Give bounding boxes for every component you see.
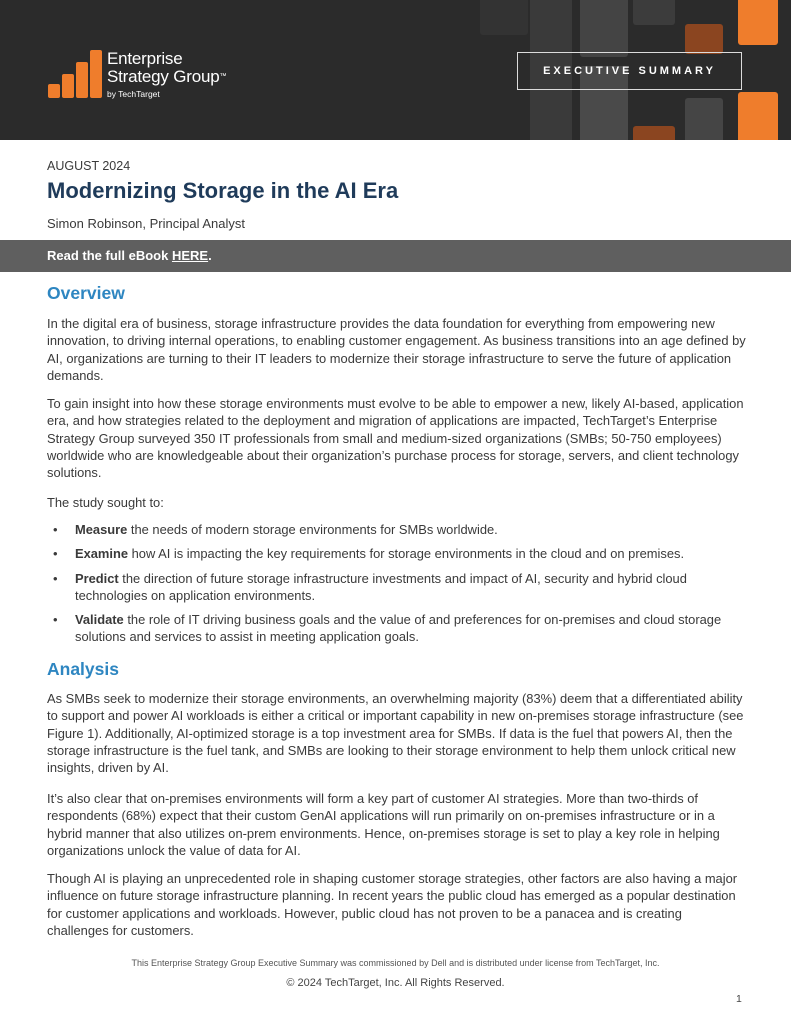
- decorative-block: [580, 0, 628, 57]
- list-item: • Measure the needs of modern storage environments for SMBs worldwide.: [47, 521, 747, 538]
- logo-wordmark: [107, 50, 226, 100]
- overview-heading: Overview: [47, 283, 125, 303]
- decorative-block: [633, 0, 675, 25]
- decorative-block: [738, 0, 778, 45]
- ebook-banner-text: Read the full eBook HERE.: [47, 248, 212, 263]
- executive-summary-badge: [517, 52, 742, 90]
- overview-paragraph-1: In the digital era of business, storage infrastructure provides the data foundation for everything from empowering new innovation, to driving internal operations, to enabling customer engagement. As business transitions into an age defined by AI, organizations are turning to their IT leaders to modernize their storage infrastructure to serve the future of application demands.: [47, 316, 746, 383]
- ebook-link[interactable]: HERE: [171, 248, 209, 263]
- list-item: • Validate the role of IT driving business goals and the value of and preferences for on-premises and cloud storage solutions and services to assist in meeting application goals.: [47, 611, 747, 646]
- study-goals-list: [47, 521, 747, 653]
- analysis-paragraph-1: As SMBs seek to modernize their storage environments, an overwhelming majority (83%) deem that a differentiated ability to support and power AI workloads is either a critical or important capability in new on-premises storage infrastructure (see Figure 1). Additionally, AI-optimized storage is a top investment area for SMBs. If data is the fuel that powers AI, then the storage infrastructure is the fuel tank, and SMBs are looking to their storage environment to help them unlock critical new insights, driven by AI.: [47, 691, 744, 776]
- logo-bars-icon: [48, 48, 102, 100]
- ebook-banner: [0, 240, 791, 272]
- decorative-block: [738, 92, 778, 140]
- analysis-paragraph-2: It’s also clear that on-premises environments will form a key part of customer AI strategies. More than two-thirds of respondents (68%) expect that their custom GenAI applications will run primarily on on-premises infrastructure or in a hybrid manner that also utilizes on-prem environments. Hence, on-premises storage is set to play a key role in helping organizations unlock the value of data for AI.: [47, 791, 720, 858]
- list-item: • Examine how AI is impacting the key requirements for storage environments in the cloud and on premises.: [47, 545, 747, 562]
- page-number: 1: [736, 993, 742, 1005]
- logo-line-2: Strategy Group™: [107, 67, 227, 86]
- executive-summary-label: EXECUTIVE SUMMARY: [543, 65, 716, 77]
- logo-byline: by TechTarget: [107, 89, 160, 99]
- list-item: • Predict the direction of future storage infrastructure investments and impact of AI, security and hybrid cloud technologies on application environments.: [47, 570, 747, 605]
- copyright-notice: © 2024 TechTarget, Inc. All Rights Reserved.: [286, 977, 505, 989]
- analysis-heading: Analysis: [47, 659, 119, 679]
- decorative-block: [685, 98, 723, 140]
- overview-paragraph-2: To gain insight into how these storage environments must evolve to be able to empower a new, likely AI-based, application era, and how strategies related to the deployment and migration of applications are impacted, TechTarget’s Enterprise Strategy Group surveyed 350 IT professionals from small and medium-sized organizations (SMBs; 50-750 employees) worldwide who are knowledgeable about their organization’s purchase process for storage, servers, and client technology solutions.: [47, 396, 744, 481]
- author-line: Simon Robinson, Principal Analyst: [47, 216, 245, 231]
- decorative-block: [685, 24, 723, 54]
- overview-paragraph-3: The study sought to:: [47, 495, 164, 510]
- decorative-block: [480, 0, 528, 35]
- license-notice: This Enterprise Strategy Group Executive Summary was commissioned by Dell and is distributed under license from TechTarget, Inc.: [131, 958, 660, 968]
- decorative-block: [633, 126, 675, 140]
- publication-date: AUGUST 2024: [47, 159, 131, 173]
- analysis-paragraph-3: Though AI is playing an unprecedented role in shaping customer storage strategies, other factors are also having a major influence on future storage infrastructure planning. In recent years the public cloud has emerged as a popular destination for customer applications and workloads. However, public cloud has not proven to be a panacea and is creating challenges for customers.: [47, 871, 738, 938]
- header-banner: [0, 0, 791, 140]
- logo-line-1: Enterprise: [107, 49, 183, 68]
- page-title: Modernizing Storage in the AI Era: [47, 178, 399, 203]
